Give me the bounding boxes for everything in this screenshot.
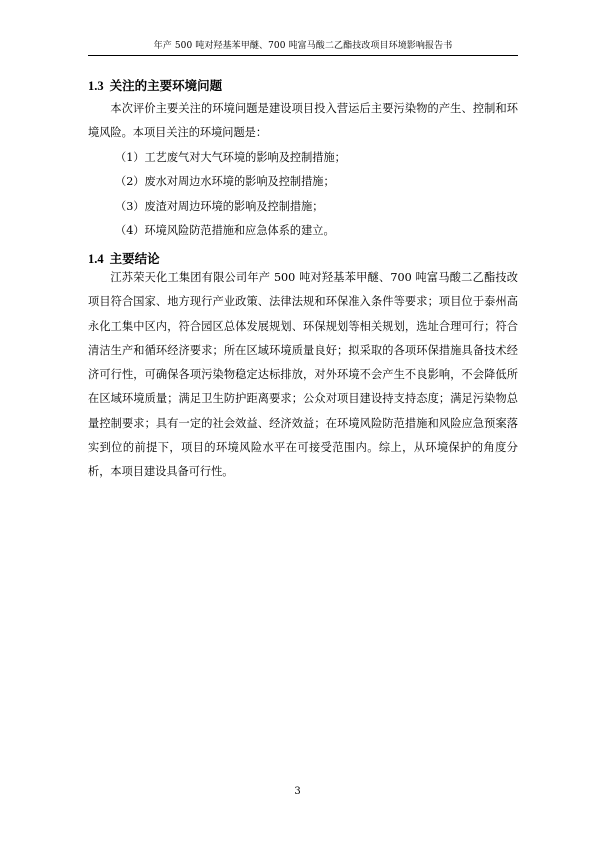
- list-item: （4）环境风险防范措施和应急体系的建立。: [115, 223, 335, 237]
- section-1-4-body: 江苏荣天化工集团有限公司年产 500 吨对羟基苯甲醚、700 吨富马酸二乙酯技改项目符合国家、地方现行产业政策、法律法规和环保准入条件等要求；项目位于泰州高永化工集中区内，符合园区总体发展规划、环保规划等相关规划，选址合理可行；符合清洁生产和循环经济要求；所在区域环境质量良好；拟采取的各项环保措施具备技术经济可行性，可确保各项污染物稳定达标排放，对外环境不会产生不良影响，不会降低所在区域环境质量；满足卫生防护距离要求；公众对项目建设持支持态度；满足污染物总量控制要求；具有一定的社会效益、经济效益；在环境风险防范措施和风险应急预案落实到位的前提下，项目的环境风险水平在可接受范围内。综上，从环境保护的角度分析，本项目建设具备可行性。: [88, 271, 518, 479]
- section-number: 1.4: [88, 252, 104, 266]
- section-title: 关注的主要环境问题: [109, 78, 223, 93]
- section-number: 1.3: [88, 79, 104, 93]
- list-item: （2）废水对周边水环境的影响及控制措施；: [115, 175, 335, 189]
- list-item: （3）废渣对周边环境的影响及控制措施；: [115, 199, 324, 213]
- section-1-3-intro: 本次评价主要关注的环境问题是建设项目投入营运后主要污染物的产生、控制和环境风险。本项目关注的环境问题是：: [88, 102, 518, 140]
- page-number: 3: [294, 786, 301, 797]
- section-heading-1-4: [88, 251, 160, 267]
- list-item: （1）工艺废气对大气环境的影响及控制措施；: [115, 151, 346, 164]
- header-rule: [88, 55, 518, 56]
- running-header: 年产 500 吨对羟基苯甲醚、700 吨富马酸二乙酯技改项目环境影响报告书: [153, 41, 453, 51]
- concern-list: [88, 146, 518, 243]
- section-title: 主要结论: [109, 251, 160, 266]
- section-heading-1-3: [88, 78, 222, 94]
